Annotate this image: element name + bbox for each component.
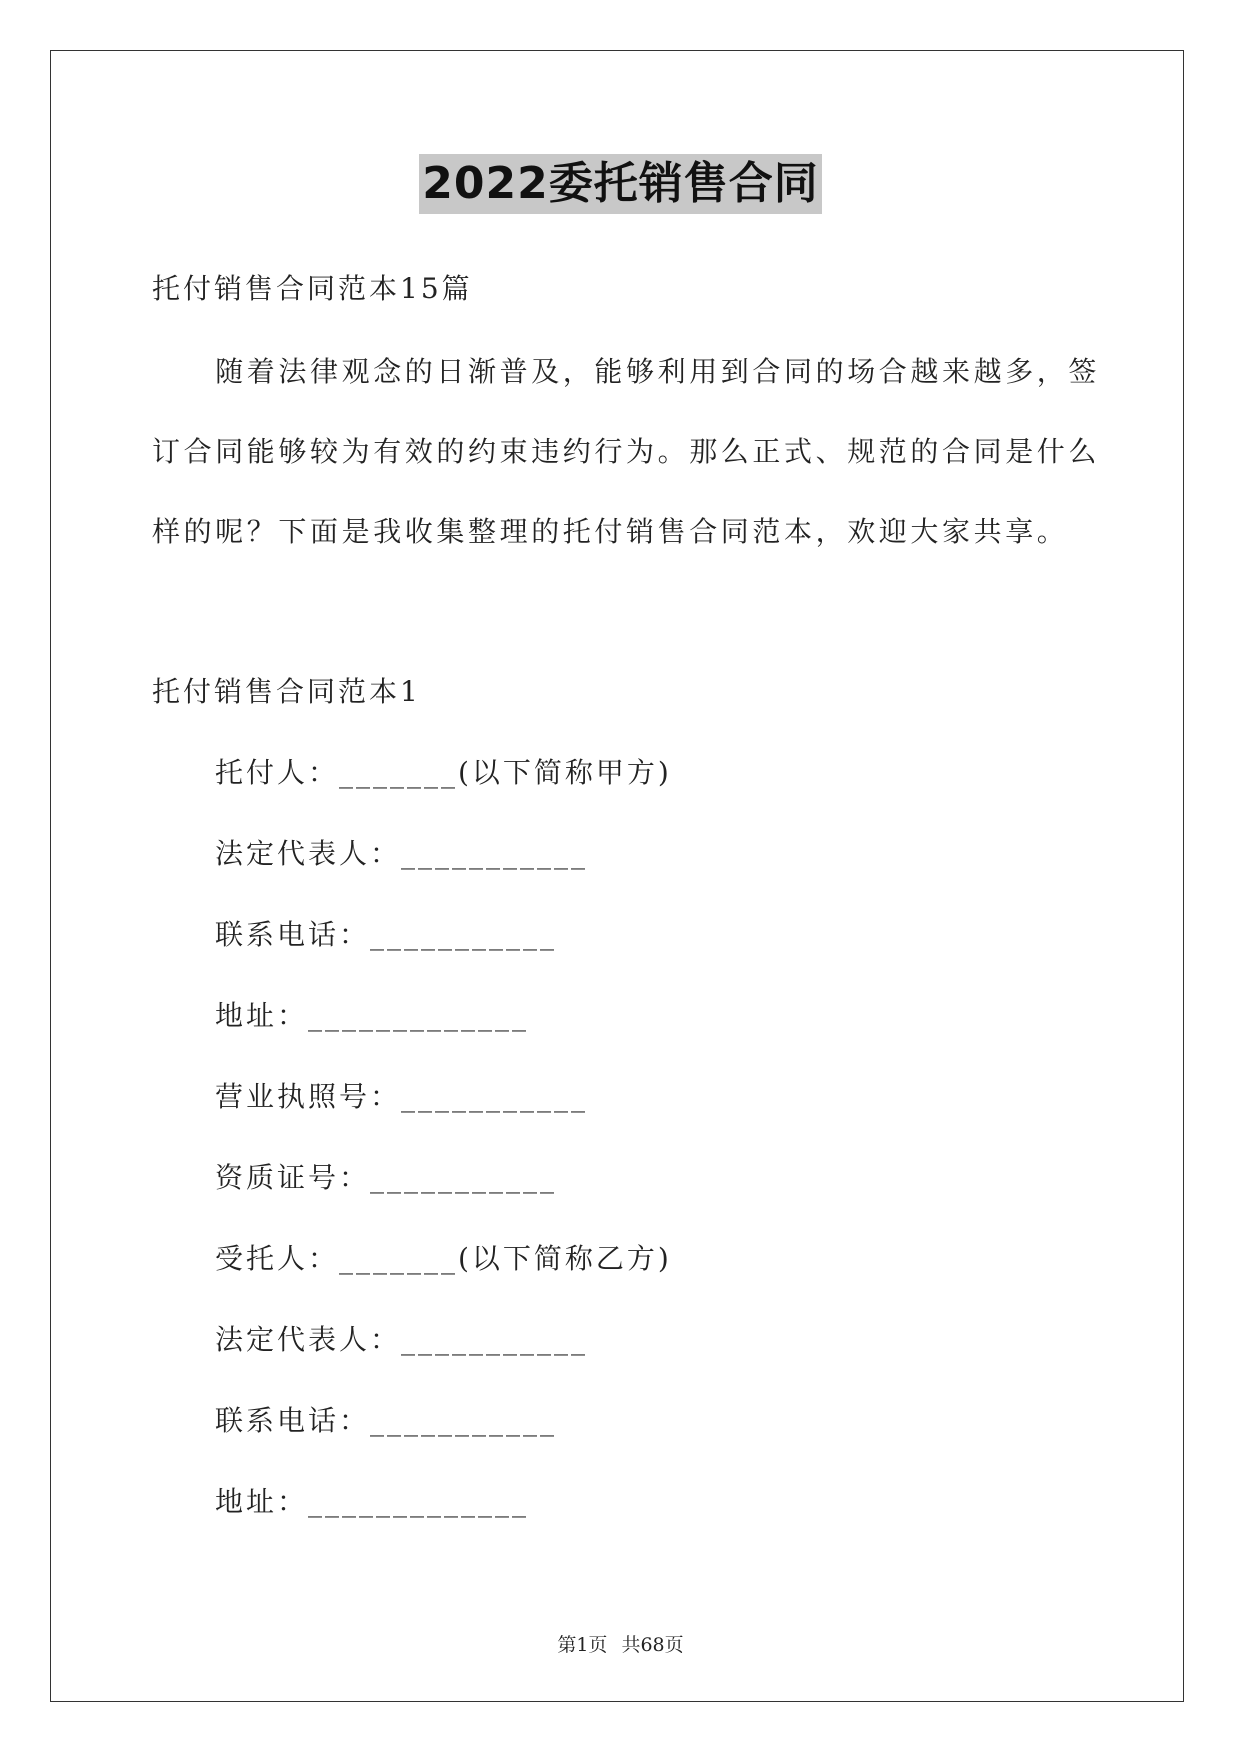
intro-line-2: 订合同能够较为有效的约束违约行为。那么正式、规范的合同是什么 (152, 435, 1101, 468)
title-container (0, 154, 1241, 214)
field-trustee: 受托人：_______(以下简称乙方) (215, 1242, 672, 1275)
page-footer (0, 1630, 1241, 1657)
field-business-license: 营业执照号：___________ (215, 1080, 589, 1113)
field-address-b: 地址：_____________ (215, 1485, 530, 1518)
field-legal-rep-a: 法定代表人：___________ (215, 837, 589, 870)
field-phone-b: 联系电话：___________ (215, 1404, 558, 1437)
field-entrustor: 托付人：_______(以下简称甲方) (215, 756, 672, 789)
field-phone-a: 联系电话：___________ (215, 918, 558, 951)
intro-line-3: 样的呢？下面是我收集整理的托付销售合同范本，欢迎大家共享。 (152, 515, 1069, 548)
page-total: 共68页 (621, 1634, 684, 1656)
field-qualification-no: 资质证号：___________ (215, 1161, 558, 1194)
document-title: 2022委托销售合同 (419, 154, 821, 214)
intro-line-1: 随着法律观念的日渐普及，能够利用到合同的场合越来越多，签 (152, 355, 1101, 388)
page-number: 第1页 (557, 1634, 608, 1656)
document-subtitle: 托付销售合同范本15篇 (152, 272, 473, 305)
section-title: 托付销售合同范本1 (152, 675, 421, 708)
field-address-a: 地址：_____________ (215, 999, 530, 1032)
field-legal-rep-b: 法定代表人：___________ (215, 1323, 589, 1356)
